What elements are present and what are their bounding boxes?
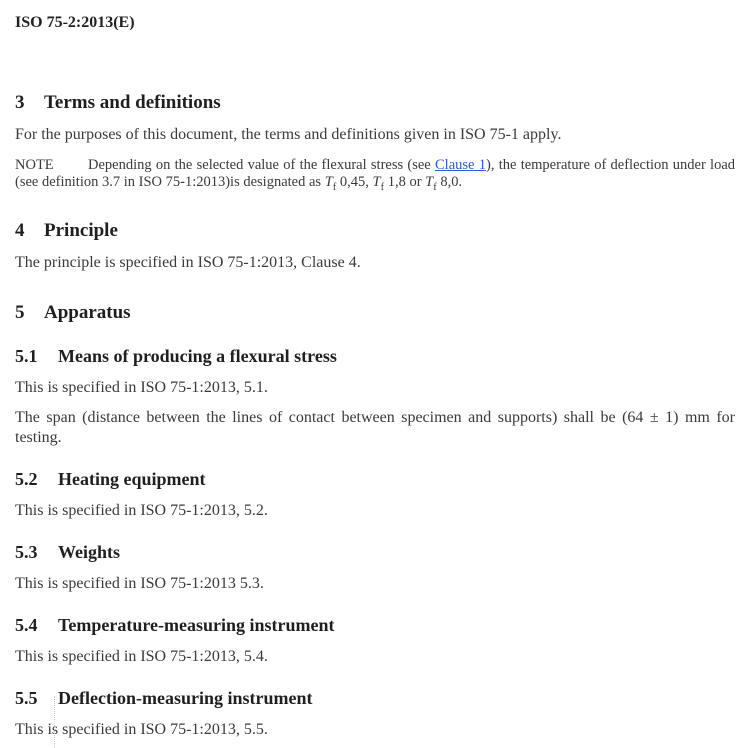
subclause-5-5-heading: [15, 687, 735, 710]
clause-3-number: 3: [15, 92, 25, 113]
subclause-5-3-paragraph: This is specified in ISO 75-1:2013 5.3.: [15, 575, 264, 592]
subclause-5-3-title: Weights: [58, 542, 121, 562]
subclause-5-1-heading: [15, 345, 735, 368]
subclause-5-2-paragraph: This is specified in ISO 75-1:2013, 5.2.: [15, 502, 268, 519]
clause-1-link[interactable]: Clause 1: [435, 157, 486, 173]
subclause-5-5-paragraph: This is specified in ISO 75-1:2013, 5.5.: [15, 721, 268, 738]
clause-3-note: [15, 157, 735, 191]
subclause-5-3: [15, 521, 735, 594]
subclause-5-4-title: Temperature-measuring instrument: [58, 615, 335, 635]
running-header-doc-ref: ISO 75-2:2013(E): [15, 14, 135, 31]
clause-3-paragraph: For the purposes of this document, the terms and definitions given in ISO 75-1 apply.: [15, 126, 562, 143]
note-text: Depending on the selected value of the flexural stress (see Clause 1), the temperature of deflection under load (see definition 3.7 in ISO 75-1:2013)is designated as $T_f$ 0,45, $T_f$ 1,8 or $T_f$ 8,0.: [15, 157, 736, 193]
subclause-5-4-heading: [15, 614, 735, 637]
clause-3-heading: [15, 90, 735, 115]
subclause-5-4-paragraph: This is specified in ISO 75-1:2013, 5.4.: [15, 648, 268, 665]
subclause-5-2-heading: [15, 468, 735, 491]
subclause-5-4-number: 5.4: [15, 615, 38, 635]
subclause-5-1: [15, 325, 735, 448]
subclause-5-5: [15, 667, 735, 740]
subclause-5-1-number: 5.1: [15, 346, 38, 366]
subclause-5-2: [15, 448, 735, 521]
subclause-5-5-number: 5.5: [15, 688, 38, 708]
clause-4-heading: [15, 218, 735, 243]
clause-5-number: 5: [15, 302, 25, 323]
clause-3-title: Terms and definitions: [44, 92, 221, 113]
clause-5-heading: [15, 300, 735, 325]
subclause-5-3-heading: [15, 541, 735, 564]
subclause-5-4: [15, 594, 735, 667]
clause-4-number: 4: [15, 220, 25, 241]
subclause-5-2-number: 5.2: [15, 469, 38, 489]
subclause-5-1-paragraph: The span (distance between the lines of contact between specimen and supports) shall be (64 ± 1) mm for testing.: [15, 409, 735, 446]
note-label: NOTE: [15, 157, 54, 173]
clause-4-paragraph: The principle is specified in ISO 75-1:2013, Clause 4.: [15, 254, 361, 271]
subclause-5-3-number: 5.3: [15, 542, 38, 562]
clause-4-title: Principle: [44, 220, 118, 241]
clause-5-title: Apparatus: [44, 302, 131, 323]
subclause-5-1-title: Means of producing a flexural stress: [58, 346, 337, 366]
subclause-5-1-paragraph: This is specified in ISO 75-1:2013, 5.1.: [15, 379, 268, 396]
subclause-5-2-title: Heating equipment: [58, 469, 206, 489]
subclause-5-5-title: Deflection-measuring instrument: [58, 688, 313, 708]
